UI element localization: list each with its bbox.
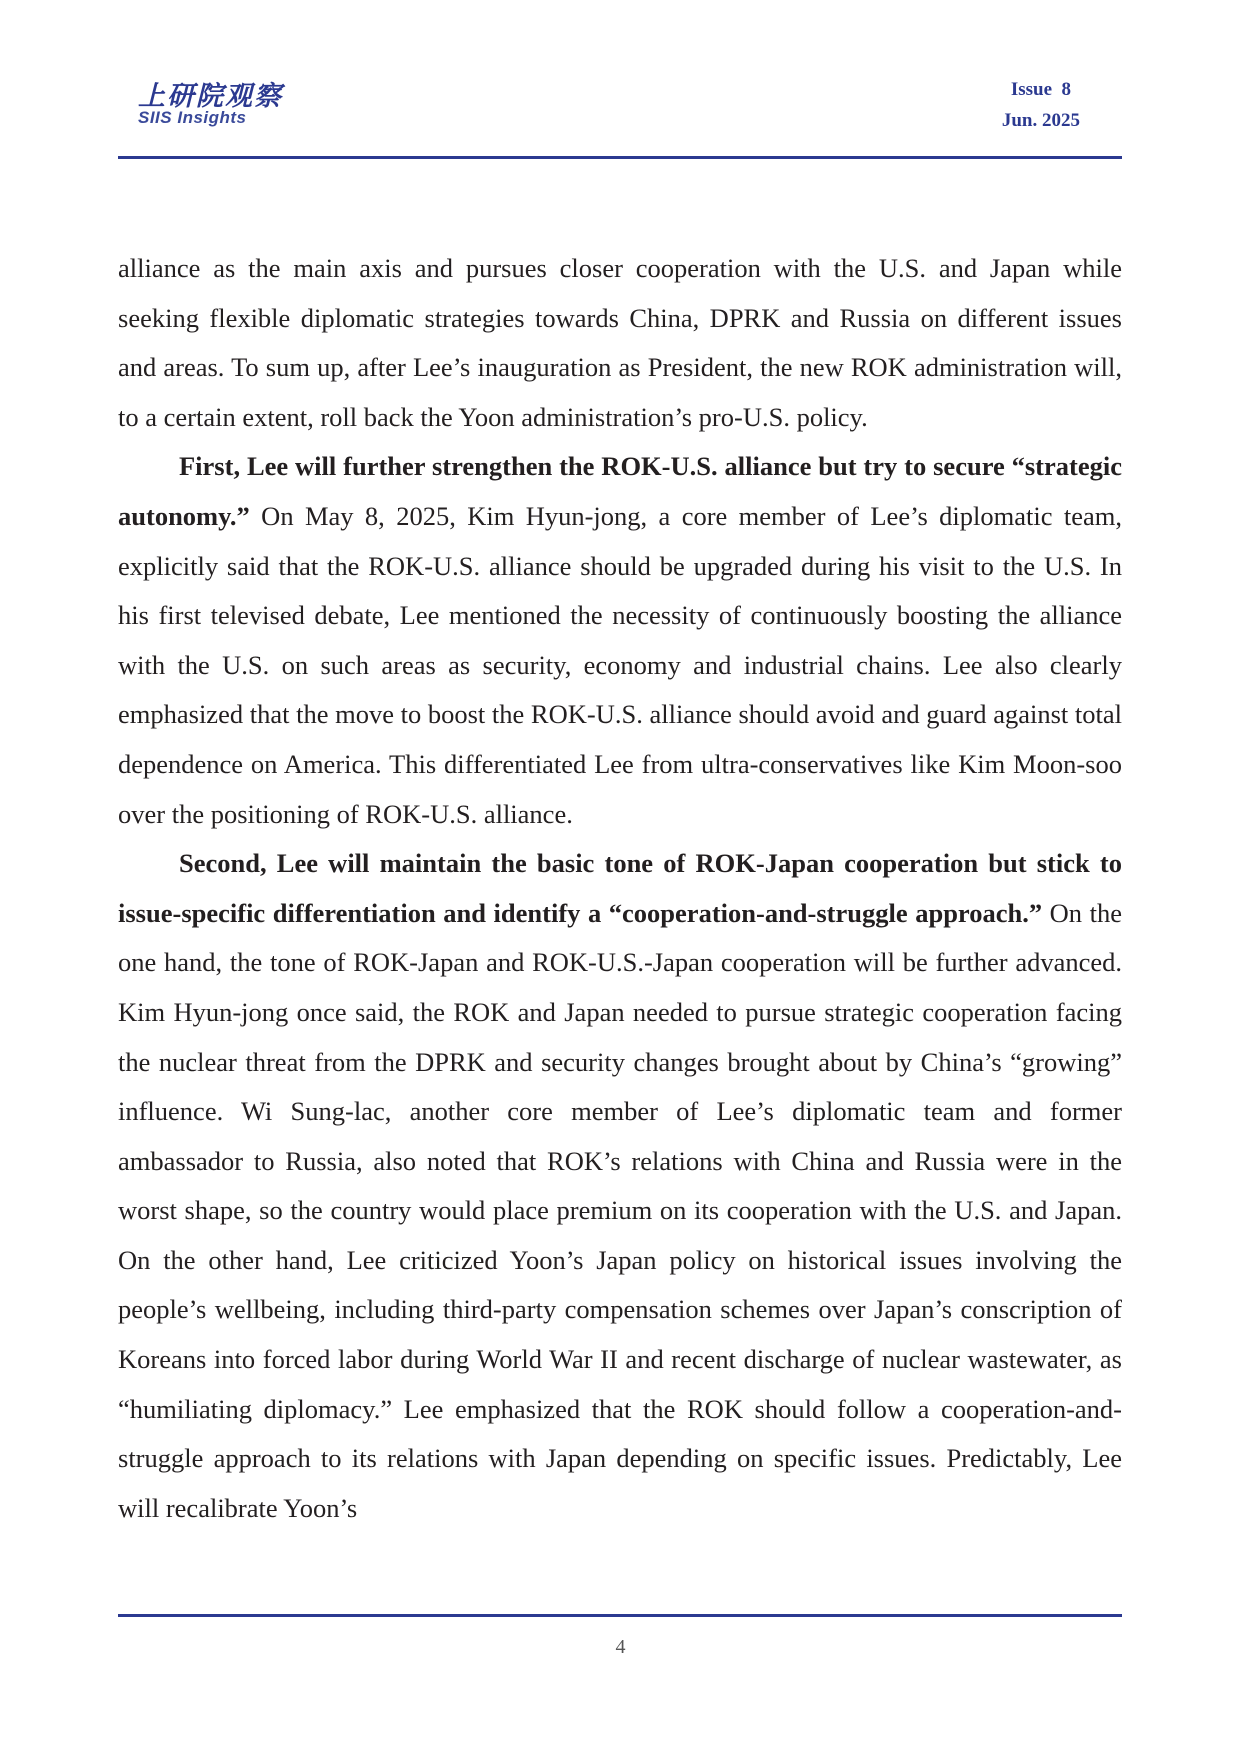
paragraph-2 [118,442,1122,839]
paragraph-3-lead: Second, Lee will maintain the basic tone of ROK-Japan cooperation but stick to issue-specific differentiation and identify a “cooperation-and-struggle approach.” [118,848,1122,928]
paragraph-2-lead: First, Lee will further strengthen the ROK-U.S. alliance but try to secure “strategic autonomy.” [118,451,1122,531]
footer-divider [118,1614,1122,1617]
article-body [118,244,1122,1533]
issue-date: Jun. 2025 [1001,110,1080,131]
paragraph-1: alliance as the main axis and pursues closer cooperation with the U.S. and Japan while seeking flexible diplomatic strategies towards China, DPRK and Russia on different issues and areas. To sum up, after Lee’s inauguration as President, the new ROK administration will, to a certain extent, roll back the Yoon administration’s pro-U.S. policy. [118,253,1122,432]
page-header [118,72,1122,160]
paragraph-3-text: On the one hand, the tone of ROK-Japan and ROK-U.S.-Japan cooperation will be further advanced. Kim Hyun-jong once said, the ROK and Japan needed to pursue strategic cooperation facing the nuclear threat from the DPRK and security changes brought about by China’s “growing” influence. Wi Sung-lac, another core member of Lee’s diplomatic team and former ambassador to Russia, also noted that ROK’s relations with China and Russia were in the worst shape, so the country would place premium on its cooperation with the U.S. and Japan. On the other hand, Lee criticized Yoon’s Japan policy on historical issues involving the people’s wellbeing, including third-party compensation schemes over Japan’s conscription of Koreans into forced labor during World War II and recent discharge of nuclear wastewater, as “humiliating diplomacy.” Lee emphasized that the ROK should follow a cooperation-and-struggle approach to its relations with Japan depending on specific issues. Predictably, Lee will recalibrate Yoon’s [118,897,1122,1523]
page-number: 4 [615,1636,626,1658]
paragraph-3 [118,839,1122,1533]
issue-info [1002,74,1080,136]
logo-english-title: SIIS Insights [138,108,247,127]
logo-chinese-title: 上研院观察 [138,81,283,112]
paragraph-2-text: On May 8, 2025, Kim Hyun-jong, a core member of Lee’s diplomatic team, explicitly said that the ROK-U.S. alliance should be upgraded during his visit to the U.S. In his first televised debate, Lee mentioned the necessity of continuously boosting the alliance with the U.S. on such areas as security, economy and industrial chains. Lee also clearly emphasized that the move to boost the ROK-U.S. alliance should avoid and guard against total dependence on America. This differentiated Lee from ultra-conservatives like Kim Moon-soo over the positioning of ROK-U.S. alliance. [118,500,1122,829]
issue-number: Issue 8 [1010,79,1072,100]
header-divider [118,156,1122,159]
